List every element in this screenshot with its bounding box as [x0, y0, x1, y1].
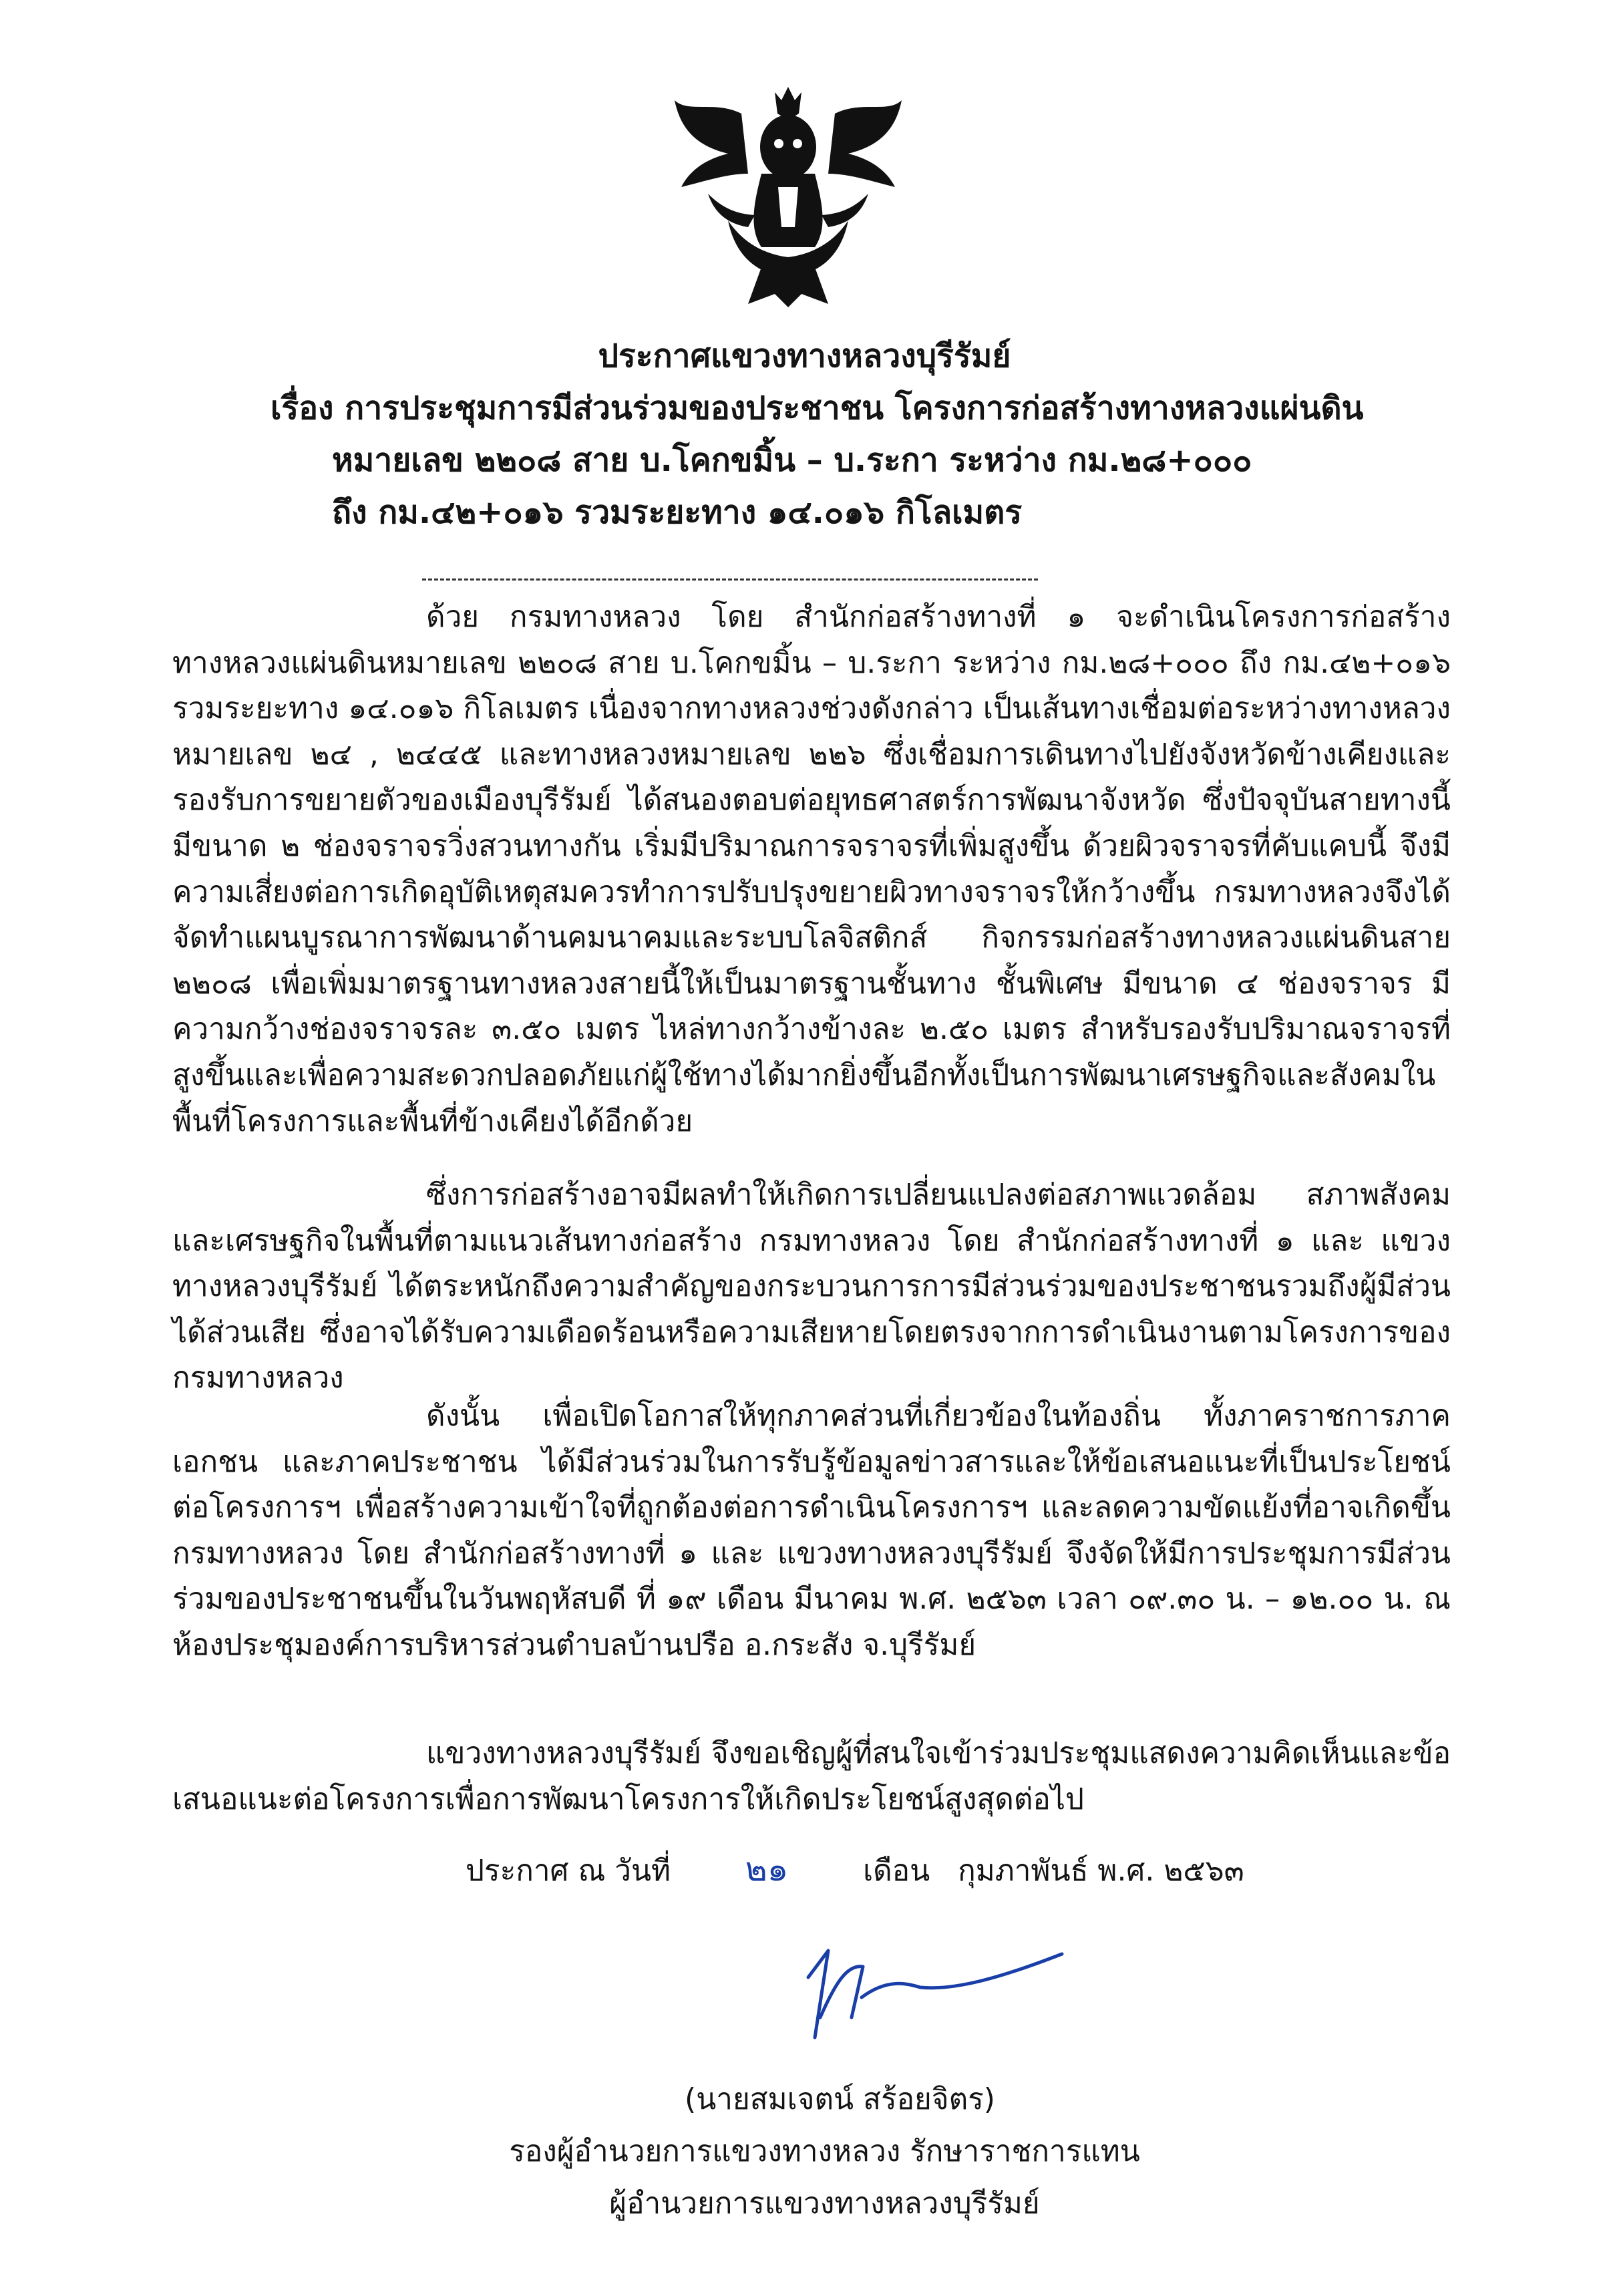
subject-route-line: หมายเลข ๒๒๐๘ สาย บ.โคกขมิ้น – บ.ระกา ระหว่าง กม.๒๘+๐๐๐ — [332, 442, 1252, 479]
body-paragraph-2: ซึ่งการก่อสร้างอาจมีผลทำให้เกิดการเปลี่ยนแปลงต่อสภาพแวดล้อม สภาพสังคมและเศรษฐกิจในพื้นที่ตามแนวเส้นทางก่อสร้าง กรมทางหลวง โดย สำนักก่อสร้างทางที่ ๑ และ แขวงทางหลวงบุรีรัมย์ ได้ตระหนักถึงความสำคัญของกระบวนการการมีส่วนร่วมของประชาชนรวมถึงผู้มีส่วนได้ส่วนเสีย ซึ่งอาจได้รับความเดือดร้อนหรือความเสียหายโดยตรงจากการดำเนินงานตามโครงการของกรมทางหลวง — [172, 1178, 1451, 1396]
subject-distance-line: ถึง กม.๔๒+๐๑๖ รวมระยะทาง ๑๔.๐๑๖ กิโลเมตร — [332, 494, 1023, 531]
announcement-prefix: ประกาศ ณ วันที่ — [466, 1854, 671, 1888]
signer-position-title: ผู้อำนวยการแขวงทางหลวงบุรีรัมย์ — [609, 2186, 1040, 2221]
body-paragraph-3: ดังนั้น เพื่อเปิดโอกาสให้ทุกภาคส่วนที่เกี่ยวข้องในท้องถิ่น ทั้งภาคราชการภาคเอกชน และภาคประชาชน ได้มีส่วนร่วมในการรับรู้ข้อมูลข่าวสารและให้ข้อเสนอแนะที่เป็นประโยชน์ต่อโครงการฯ เพื่อสร้างความเข้าใจที่ถูกต้องต่อการดำเนินโครงการฯ และลดความขัดแย้งที่อาจเกิดขึ้น กรมทางหลวง โดย สำนักก่อสร้างทางที่ ๑ และ แขวงทางหลวงบุรีรัมย์ จึงจัดให้มีการประชุมการมีส่วนร่วมของประชาชนขึ้นในวันพฤหัสบดี ที่ ๑๙ เดือน มีนาคม พ.ศ. ๒๕๖๓ เวลา ๐๙.๓๐ น. – ๑๒.๐๐ น. ณ ห้องประชุมองค์การบริหารส่วนตำบลบ้านปรือ อ.กระสัง จ.บุรีรัมย์ — [172, 1399, 1451, 1662]
body-paragraph-4: แขวงทางหลวงบุรีรัมย์ จึงขอเชิญผู้ที่สนใจเข้าร่วมประชุมแสดงความคิดเห็นและข้อเสนอแนะต่อโครงการเพื่อการพัฒนาโครงการให้เกิดประโยชน์สูงสุดต่อไป — [172, 1736, 1451, 1816]
signer-position: รองผู้อำนวยการแขวงทางหลวง รักษาราชการแทน — [509, 2134, 1140, 2168]
garuda-emblem-icon — [661, 73, 915, 314]
signer-name: (นายสมเจตน์ สร้อยจิตร) — [685, 2082, 995, 2116]
announcement-day: ๒๑ — [745, 1850, 789, 1889]
announcement-title: ประกาศแขวงทางหลวงบุรีรัมย์ — [598, 337, 1011, 375]
handwritten-signature — [788, 1924, 1095, 2064]
announcement-month-label: เดือน — [863, 1854, 930, 1888]
announcement-date — [466, 1846, 1244, 1895]
title-divider — [422, 579, 1038, 581]
body-paragraph-1: ด้วย กรมทางหลวง โดย สำนักก่อสร้างทางที่ ๑ จะดำเนินโครงการก่อสร้างทางหลวงแผ่นดินหมายเลข ๒๒๐๘ สาย บ.โคกขมิ้น – บ.ระกา ระหว่าง กม.๒๘+๐๐๐ ถึง กม.๔๒+๐๑๖ รวมระยะทาง ๑๔.๐๑๖ กิโลเมตร เนื่องจากทางหลวงช่วงดังกล่าว เป็นเส้นทางเชื่อมต่อระหว่างทางหลวงหมายเลข ๒๔ , ๒๔๔๕ และทางหลวงหมายเลข ๒๒๖ ซึ่งเชื่อมการเดินทางไปยังจังหวัดข้างเคียงและรองรับการขยายตัวของเมืองบุรีรัมย์ ได้สนองตอบต่อยุทธศาสตร์การพัฒนาจังหวัด ซึ่งปัจจุบันสายทางนี้มีขนาด ๒ ช่องจราจรวิ่งสวนทางกัน เริ่มมีปริมาณการจราจรที่เพิ่มสูงขึ้น ด้วยผิวจราจรที่คับแคบนี้ จึงมีความเสี่ยงต่อการเกิดอุบัติเหตุสมควรทำการปรับปรุงขยายผิวทางจราจรให้กว้างขึ้น กรมทางหลวงจึงได้จัดทำแผนบูรณาการพัฒนาด้านคมนาคมและระบบโลจิสติกส์ กิจกรรมก่อสร้างทางหลวงแผ่นดินสาย ๒๒๐๘ เพื่อเพิ่มมาตรฐานทางหลวงสายนี้ให้เป็นมาตรฐานชั้นทาง ชั้นพิเศษ มีขนาด ๔ ช่องจราจร มีความกว้างช่องจราจรละ ๓.๕๐ เมตร ไหล่ทางกว้างข้างละ ๒.๕๐ เมตร สำหรับรองรับปริมาณจราจรที่สูงขึ้นและเพื่อความสะดวกปลอดภัยแก่ผู้ใช้ทางได้มากยิ่งขึ้นอีกทั้งเป็นการพัฒนาเศรษฐกิจและสังคมในพื้นที่โครงการและพื้นที่ข้างเคียงได้อีกด้วย — [172, 600, 1451, 1138]
subject-line: เรื่อง การประชุมการมีส่วนร่วมของประชาชน โครงการก่อสร้างทางหลวงแผ่นดิน — [271, 389, 1364, 427]
announcement-month-year: กุมภาพันธ์ พ.ศ. ๒๕๖๓ — [958, 1854, 1244, 1888]
